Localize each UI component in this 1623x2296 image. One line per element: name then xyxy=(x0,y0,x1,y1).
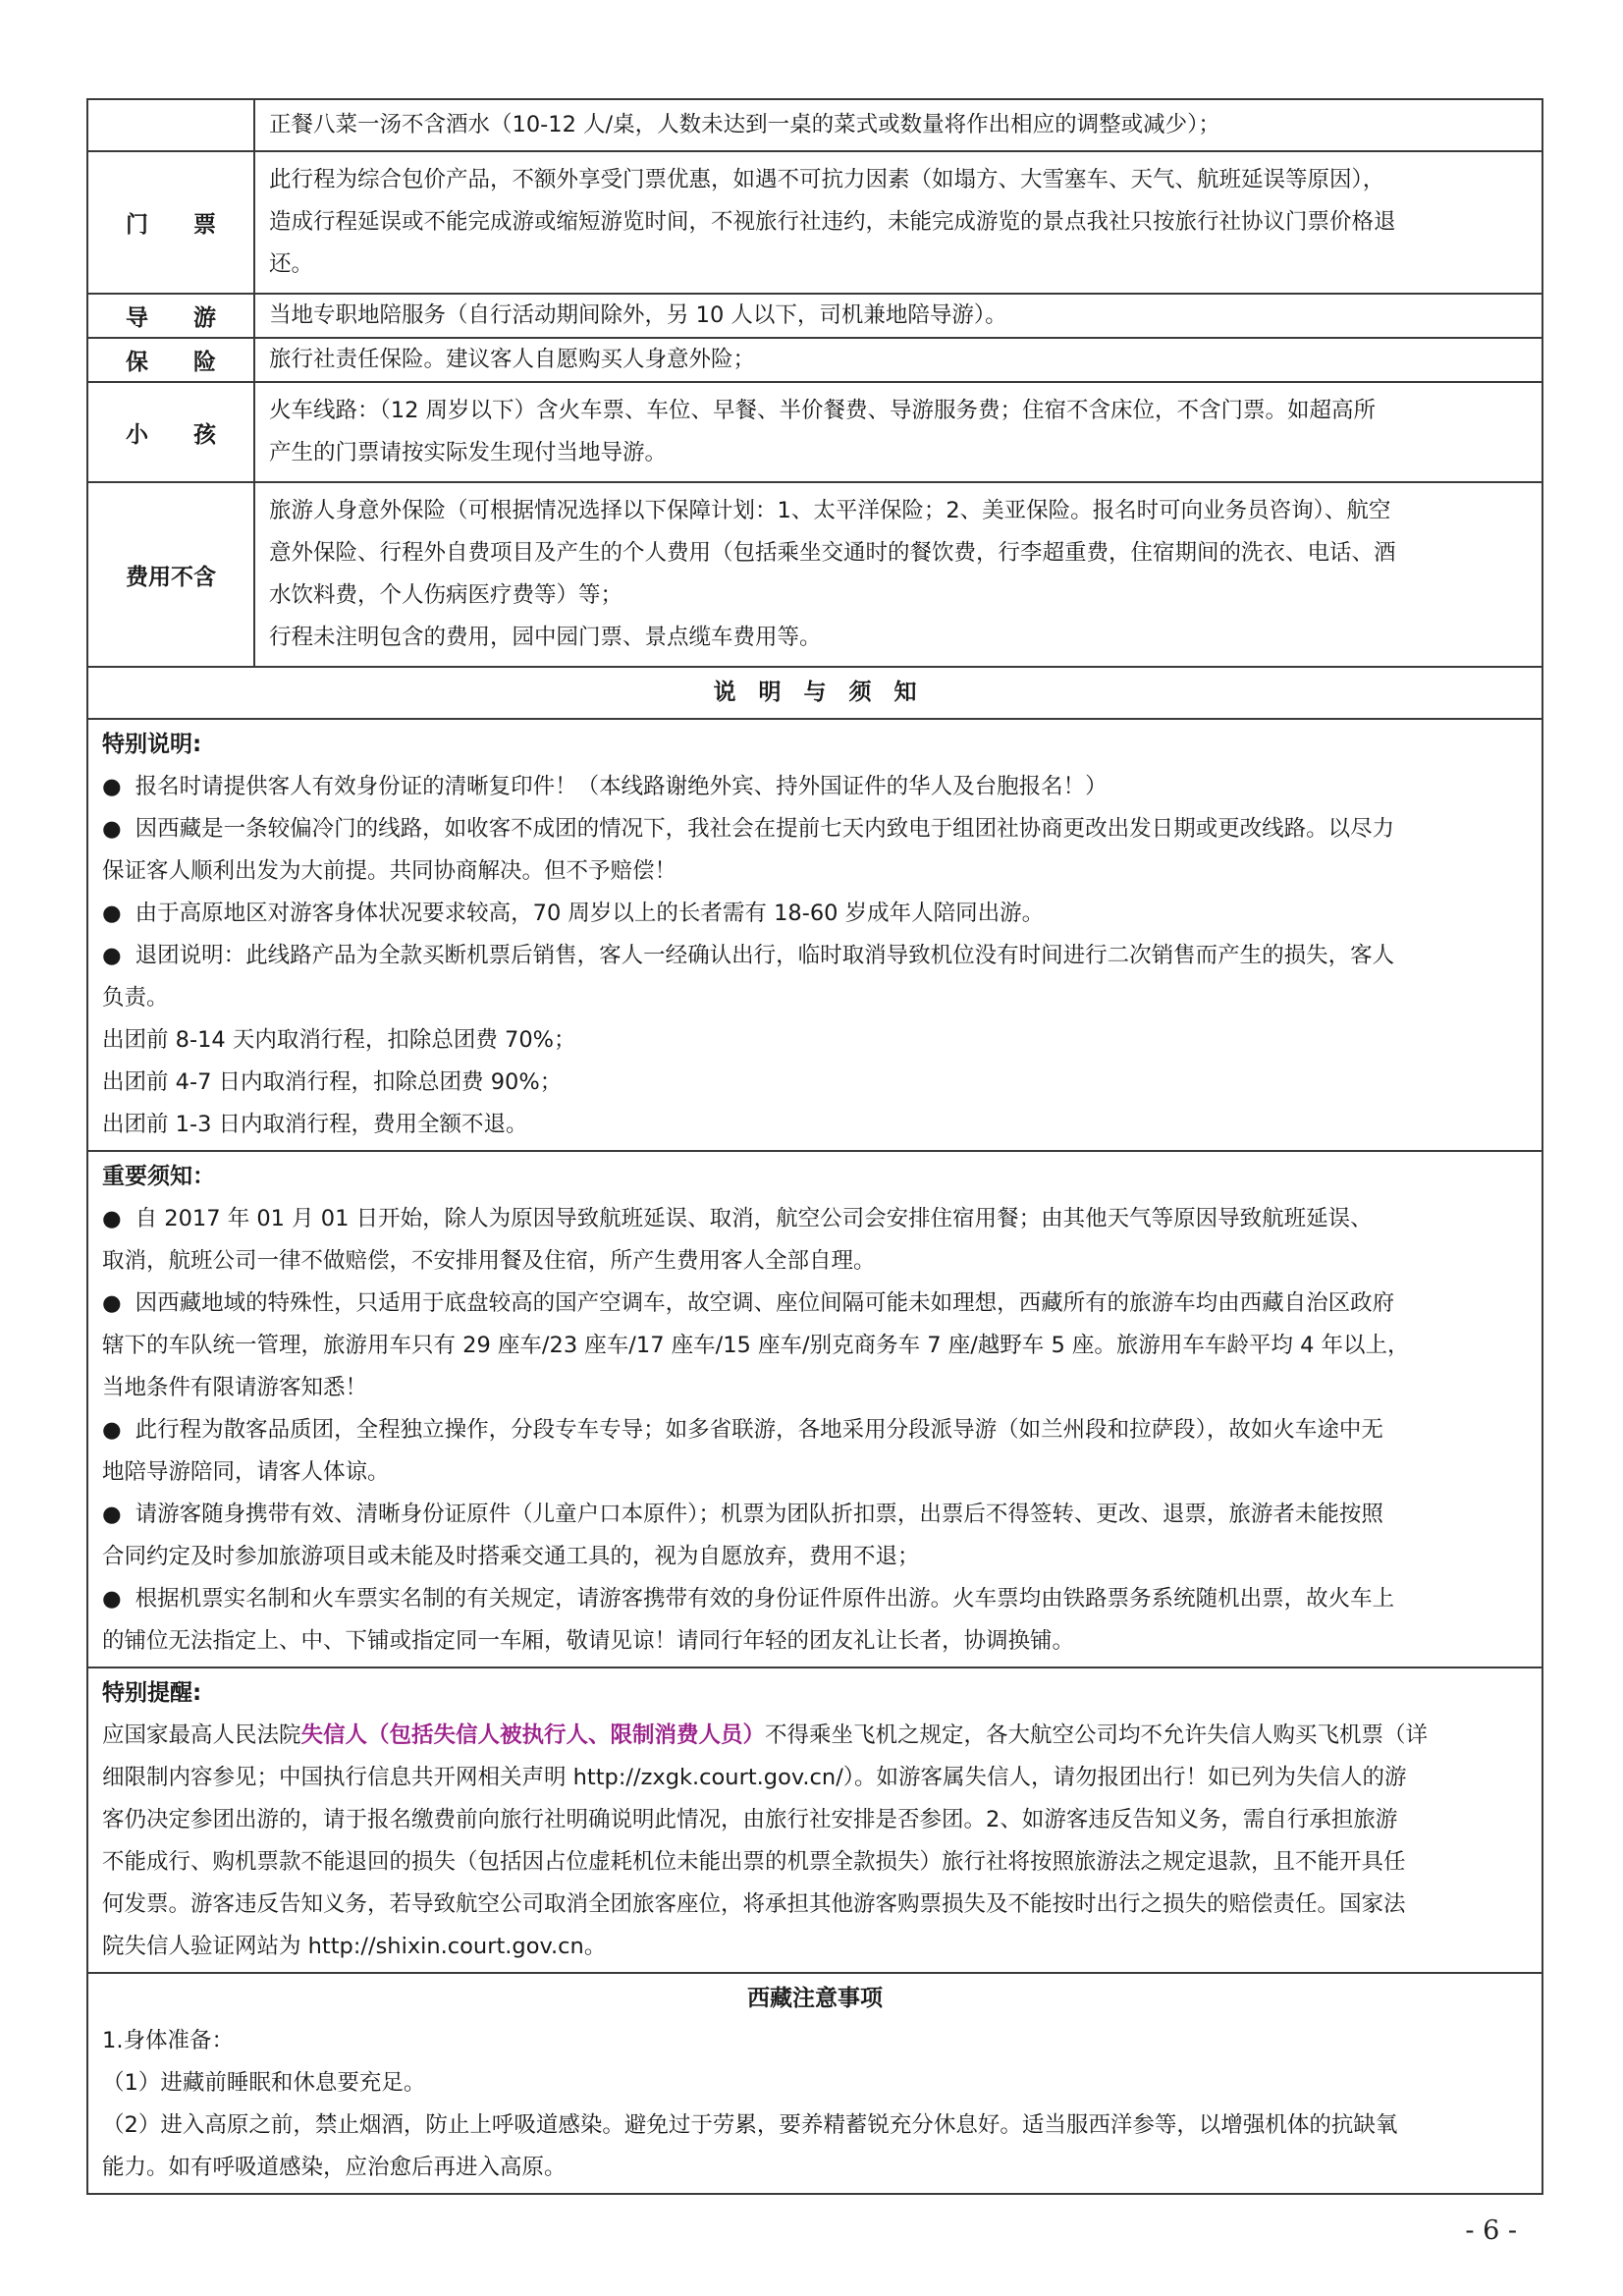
itinerary-table xyxy=(86,98,1543,2195)
reminder-line: 院失信人验证网站为 http://shixin.court.gov.cn。 xyxy=(102,1934,607,1959)
ticket-label: 门 票 xyxy=(88,152,255,293)
special-bullet: ● 退团说明：此线路产品为全款买断机票后销售，客人一经确认出行，临时取消导致机位没有时间进行二次销售而产生的损失，客人 xyxy=(102,935,1528,977)
excluded-line: 行程未注明包含的费用，园中园门票、景点缆车费用等。 xyxy=(269,625,822,650)
guide-row xyxy=(88,295,1542,339)
guide-label: 导 游 xyxy=(88,295,255,337)
cancel-rule: 出团前 1-3 日内取消行程，费用全额不退。 xyxy=(102,1112,528,1137)
special-bullet-cont: 负责。 xyxy=(102,985,169,1011)
child-text xyxy=(255,383,1542,481)
important-section xyxy=(88,1152,1542,1668)
tibet-title: 西藏注意事项 xyxy=(747,1986,883,2011)
tibet-content xyxy=(88,1974,1542,2193)
notes-title: 说 明 与 须 知 xyxy=(713,680,917,705)
insurance-row xyxy=(88,339,1542,383)
reminder-content xyxy=(88,1668,1542,1972)
tibet-line: （2）进入高原之前，禁止烟酒，防止上呼吸道感染。避免过于劳累，要养精蓄锐充分休息好。适当服西洋参等，以增强机体的抗缺氧 xyxy=(102,2112,1398,2138)
cancel-rule: 出团前 4-7 日内取消行程，扣除总团费 90%； xyxy=(102,1069,563,1095)
important-bullet: ● 请游客随身携带有效、清晰身份证原件（儿童户口本原件）；机票为团队折扣票，出票后不得签转、更改、退票，旅游者未能按照 xyxy=(102,1494,1528,1536)
ticket-line: 此行程为综合包价产品，不额外享受门票优惠，如遇不可抗力因素（如塌方、大雪塞车、天气、航班延误等原因）， xyxy=(269,167,1385,192)
child-label: 小 孩 xyxy=(88,383,255,481)
important-heading: 重要须知： xyxy=(102,1164,215,1189)
special-section xyxy=(88,720,1542,1152)
excluded-label: 费用不含 xyxy=(88,483,255,666)
ticket-line: 还。 xyxy=(269,251,314,277)
page-number: - 6 - xyxy=(1465,2215,1517,2246)
child-line: 火车线路：（12 周岁以下）含火车票、车位、早餐、半价餐费、导游服务费；住宿不含床位，不含门票。如超高所 xyxy=(269,398,1377,423)
important-bullet: ● 此行程为散客品质团，全程独立操作，分段专车专导；如多省联游，各地采用分段派导游（如兰州段和拉萨段），故如火车途中无 xyxy=(102,1409,1528,1451)
reminder-line: 不能成行、购机票款不能退回的损失（包括因占位虚耗机位未能出票的机票全款损失）旅行社将按照旅游法之规定退款，且不能开具任 xyxy=(102,1849,1406,1875)
meal-row xyxy=(88,100,1542,152)
special-bullet-cont: 保证客人顺利出发为大前提。共同协商解决。但不予赔偿！ xyxy=(102,858,677,884)
important-bullet-cont: 当地条件有限请游客知悉！ xyxy=(102,1375,368,1400)
meal-label-cell xyxy=(88,100,255,150)
excluded-row xyxy=(88,483,1542,668)
important-bullet-cont: 合同约定及时参加旅游项目或未能及时搭乘交通工具的，视为自愿放弃，费用不退； xyxy=(102,1544,920,1569)
ticket-text xyxy=(255,152,1542,293)
important-bullet-cont: 地陪导游陪同，请客人体谅。 xyxy=(102,1459,390,1485)
tibet-section xyxy=(88,1974,1542,2193)
important-bullet-cont: 的铺位无法指定上、中、下铺或指定同一车厢，敬请见谅！请同行年轻的团友礼让长者，协调换铺。 xyxy=(102,1628,1075,1654)
important-bullet-cont: 取消，航班公司一律不做赔偿，不安排用餐及住宿，所产生费用客人全部自理。 xyxy=(102,1248,876,1274)
reminder-line: 客仍决定参团出游的，请于报名缴费前向旅行社明确说明此情况，由旅行社安排是否参团。2、如游客违反告知义务，需自行承担旅游 xyxy=(102,1807,1398,1832)
reminder-line xyxy=(102,1715,1528,1757)
excluded-line: 旅游人身意外保险（可根据情况选择以下保障计划：1、太平洋保险；2、美亚保险。报名时可向业务员咨询）、航空 xyxy=(269,498,1391,523)
excluded-text xyxy=(255,483,1542,666)
insurance-label: 保 险 xyxy=(88,339,255,381)
important-content xyxy=(88,1152,1542,1667)
reminder-pre: 应国家最高人民法院 xyxy=(102,1722,301,1748)
reminder-heading: 特别提醒: xyxy=(102,1680,202,1706)
guide-text: 当地专职地陪服务（自行活动期间除外，另 10 人以下，司机兼地陪导游）。 xyxy=(269,302,1007,328)
cancel-rule: 出团前 8-14 天内取消行程，扣除总团费 70%； xyxy=(102,1027,576,1053)
ticket-line: 造成行程延误或不能完成游或缩短游览时间，不视旅行社违约，未能完成游览的景点我社只按旅行社协议门票价格退 xyxy=(269,209,1396,235)
important-bullet: ● 自 2017 年 01 月 01 日开始，除人为原因导致航班延误、取消，航空公司会安排住宿用餐；由其他天气等原因导致航班延误、 xyxy=(102,1198,1528,1240)
special-heading: 特别说明: xyxy=(102,732,202,757)
tibet-line: （1）进藏前睡眠和休息要充足。 xyxy=(102,2070,426,2096)
child-line: 产生的门票请按实际发生现付当地导游。 xyxy=(269,440,668,465)
tibet-line: 能力。如有呼吸道感染，应治愈后再进入高原。 xyxy=(102,2155,567,2180)
special-bullet: ● 报名时请提供客人有效身份证的清晰复印件！（本线路谢绝外宾、持外国证件的华人及台胞报名！） xyxy=(102,766,1528,808)
important-bullet: ● 因西藏地域的特殊性，只适用于底盘较高的国产空调车，故空调、座位间隔可能未如理想，西藏所有的旅游车均由西藏自治区政府 xyxy=(102,1283,1528,1325)
notes-title-row xyxy=(88,668,1542,720)
important-bullet: ● 根据机票实名制和火车票实名制的有关规定，请游客携带有效的身份证件原件出游。火车票均由铁路票务系统随机出票，故火车上 xyxy=(102,1578,1528,1620)
child-row xyxy=(88,383,1542,483)
excluded-line: 水饮料费，个人伤病医疗费等）等； xyxy=(269,582,623,608)
reminder-post: 不得乘坐飞机之规定，各大航空公司均不允许失信人购买飞机票（详 xyxy=(765,1722,1429,1748)
reminder-line: 何发票。游客违反告知义务，若导致航空公司取消全团旅客座位，将承担其他游客购票损失及不能按时出行之损失的赔偿责任。国家法 xyxy=(102,1891,1406,1917)
reminder-line: 细限制内容参见；中国执行信息共开网相关声明 http://zxgk.court.gov.cn/）。如游客属失信人，请勿报团出行！如已列为失信人的游 xyxy=(102,1765,1407,1790)
special-bullet: ● 由于高原地区对游客身体状况要求较高，70 周岁以上的长者需有 18-60 岁成年人陪同出游。 xyxy=(102,893,1528,935)
tibet-line: 1.身体准备： xyxy=(102,2028,234,2053)
reminder-highlight: 失信人（包括失信人被执行人、限制消费人员） xyxy=(300,1722,766,1748)
special-bullet: ● 因西藏是一条较偏冷门的线路，如收客不成团的情况下，我社会在提前七天内致电于组团社协商更改出发日期或更改线路。以尽力 xyxy=(102,808,1528,850)
reminder-section xyxy=(88,1668,1542,1974)
ticket-row xyxy=(88,152,1542,295)
insurance-text: 旅行社责任保险。建议客人自愿购买人身意外险； xyxy=(269,347,756,372)
excluded-line: 意外保险、行程外自费项目及产生的个人费用（包括乘坐交通时的餐饮费，行李超重费，住宿期间的洗衣、电话、酒 xyxy=(269,540,1396,566)
meal-text: 正餐八菜一汤不含酒水（10-12 人/桌，人数未达到一桌的菜式或数量将作出相应的调整或减少）； xyxy=(269,112,1220,137)
special-content xyxy=(88,720,1542,1150)
important-bullet-cont: 辖下的车队统一管理，旅游用车只有 29 座车/23 座车/17 座车/15 座车/别克商务车 7 座/越野车 5 座。旅游用车车龄平均 4 年以上， xyxy=(102,1333,1410,1358)
